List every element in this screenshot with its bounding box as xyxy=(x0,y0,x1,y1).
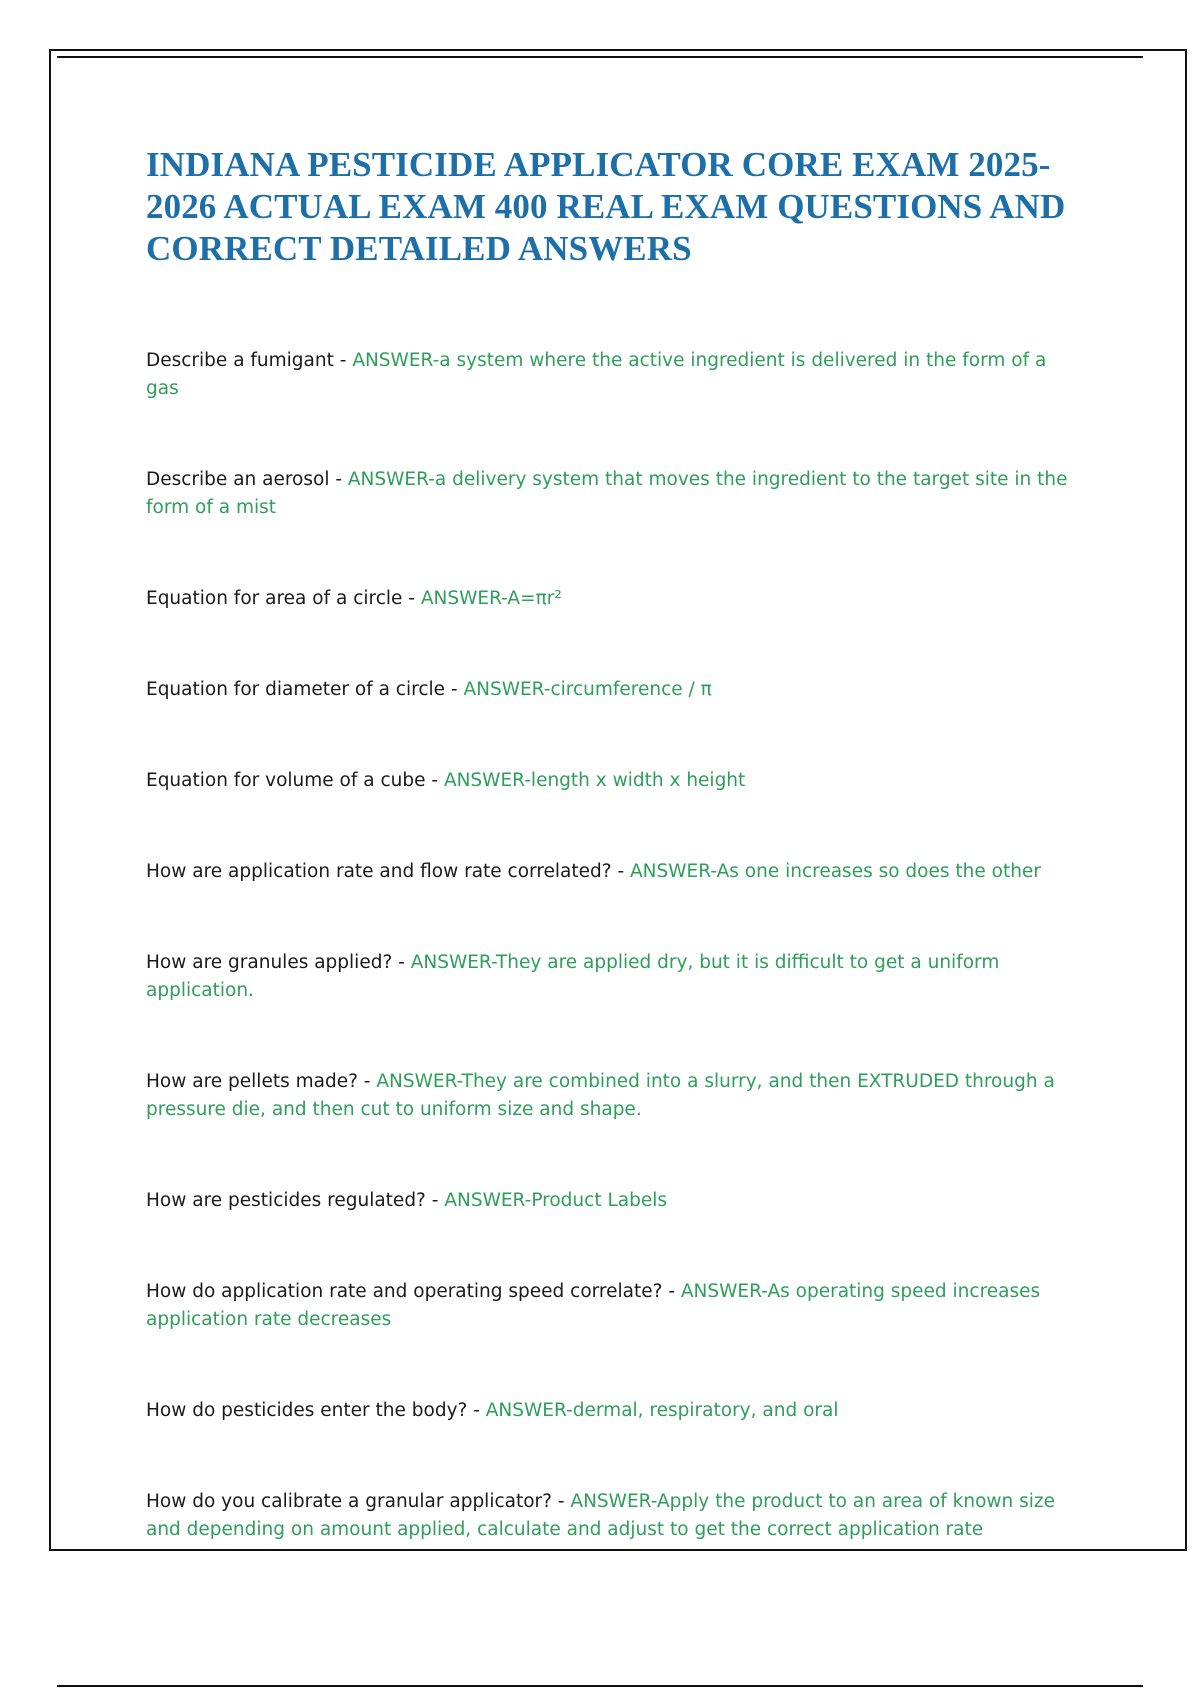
separator: - xyxy=(329,469,348,490)
separator: - xyxy=(425,770,444,791)
answer-text: ANSWER-dermal, respiratory, and oral xyxy=(485,1400,839,1421)
separator: - xyxy=(445,679,464,700)
separator: - xyxy=(392,952,411,973)
qa-item xyxy=(146,466,1076,522)
separator: - xyxy=(611,861,631,882)
qa-item xyxy=(146,1278,1076,1334)
qa-item xyxy=(146,676,1076,704)
answer-text: ANSWER-As one increases so does the other xyxy=(630,861,1041,882)
bottom-rule xyxy=(57,1685,1143,1687)
document-title: INDIANA PESTICIDE APPLICATOR CORE EXAM 2025-2026 ACTUAL EXAM 400 REAL EXAM QUESTIONS AND CORRECT DETAILED ANSWERS xyxy=(146,145,1066,268)
answer-text: ANSWER-As operating speed increases application rate decreases xyxy=(146,1281,1041,1330)
qa-item xyxy=(146,1397,1076,1425)
question-text: How are pellets made? xyxy=(146,1071,358,1092)
separator: - xyxy=(357,1071,377,1092)
answer-text: ANSWER-Product Labels xyxy=(444,1190,667,1211)
question-text: Equation for diameter of a circle xyxy=(146,679,446,700)
separator: - xyxy=(551,1491,571,1512)
answer-text: ANSWER-a system where the active ingredient is delivered in the form of a gas xyxy=(146,350,1047,399)
answer-text: ANSWER-They are combined into a slurry, and then EXTRUDED through a pressure die, and then cut to uniform size and shape. xyxy=(146,1071,1055,1120)
answer-text: ANSWER-They are applied dry, but it is difficult to get a uniform application. xyxy=(146,952,1000,1001)
qa-item xyxy=(146,347,1076,403)
qa-item xyxy=(146,585,1076,613)
answer-text: ANSWER-Apply the product to an area of known size and depending on amount applied, calculate and adjust to get the correct application rate xyxy=(146,1491,1056,1540)
qa-item xyxy=(146,1488,1076,1544)
separator: - xyxy=(662,1281,681,1302)
answer-text: ANSWER-a delivery system that moves the ingredient to the target site in the form of a mist xyxy=(146,469,1068,518)
qa-item xyxy=(146,858,1076,886)
answer-text: ANSWER-A=πr² xyxy=(420,588,562,609)
answer-text: ANSWER-circumference / π xyxy=(463,679,712,700)
question-text: How do pesticides enter the body? xyxy=(146,1400,468,1421)
question-text: How are application rate and flow rate correlated? xyxy=(146,861,612,882)
qa-item xyxy=(146,949,1076,1005)
separator: - xyxy=(467,1400,486,1421)
qa-list xyxy=(146,347,1076,1544)
answer-text: ANSWER-length x width x height xyxy=(443,770,746,791)
question-text: How do you calibrate a granular applicator? xyxy=(146,1491,552,1512)
question-text: Describe a fumigant xyxy=(146,350,334,371)
question-text: How are granules applied? xyxy=(146,952,393,973)
qa-item xyxy=(146,767,1076,795)
top-rule xyxy=(57,56,1143,58)
question-text: How do application rate and operating speed correlate? xyxy=(146,1281,663,1302)
separator: - xyxy=(425,1190,445,1211)
qa-item xyxy=(146,1187,1076,1215)
question-text: Describe an aerosol xyxy=(146,469,330,490)
qa-item xyxy=(146,1068,1076,1124)
question-text: How are pesticides regulated? xyxy=(146,1190,426,1211)
question-text: Equation for volume of a cube xyxy=(146,770,426,791)
separator: - xyxy=(402,588,421,609)
question-text: Equation for area of a circle xyxy=(146,588,403,609)
separator: - xyxy=(333,350,353,371)
